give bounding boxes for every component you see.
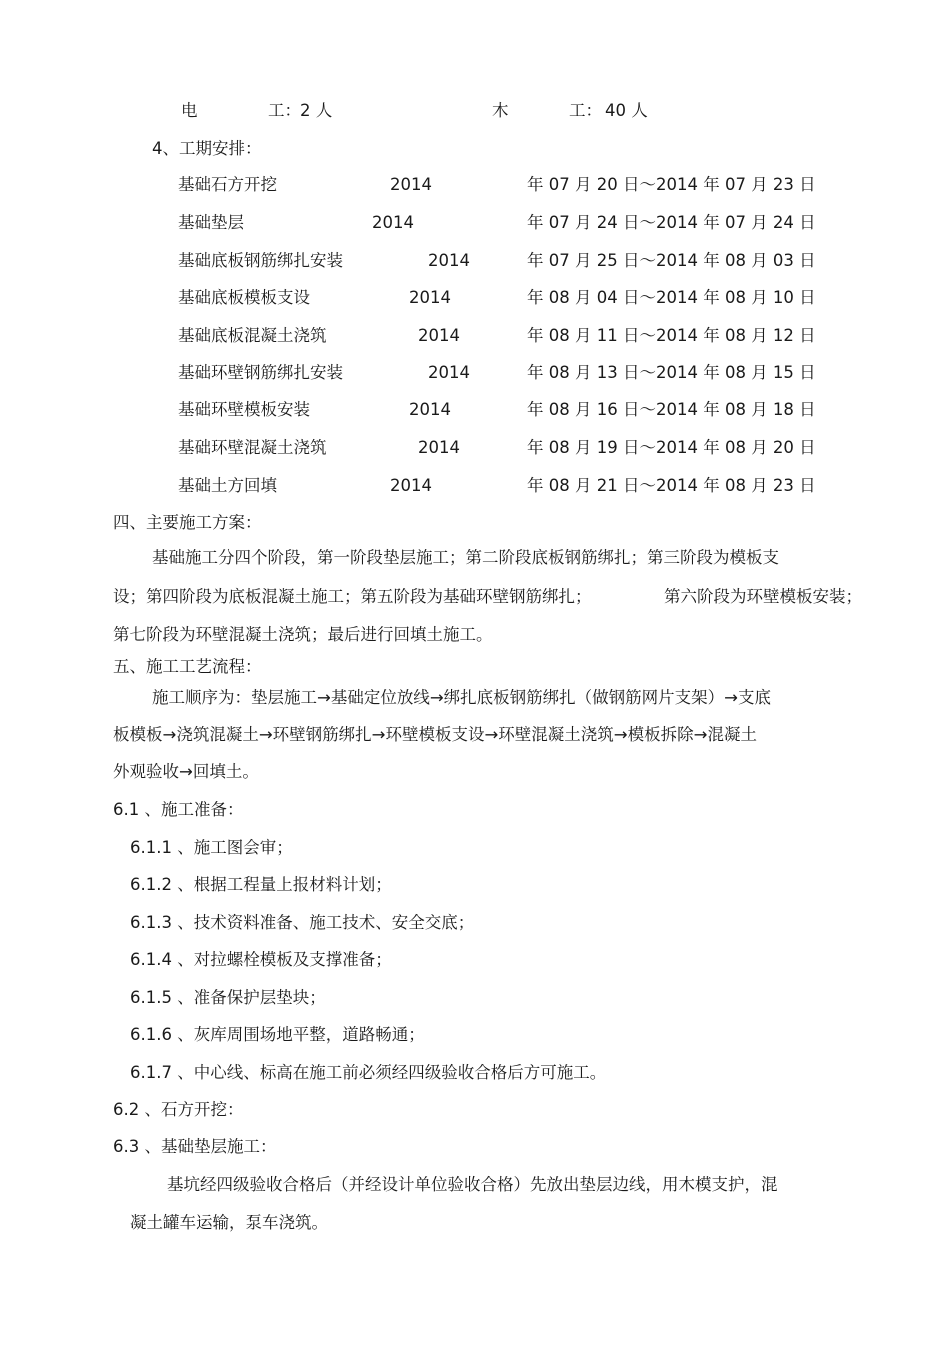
- list-item: 6.1.5 、准备保护层垫块；: [130, 988, 326, 1007]
- schedule-year: 2014: [418, 438, 460, 457]
- schedule-range: 年 07 月 24 日～2014 年 07 月 24 日: [527, 213, 816, 232]
- schedule-range: 年 08 月 13 日～2014 年 08 月 15 日: [527, 363, 816, 382]
- section63-heading: 6.3 、基础垫层施工：: [113, 1137, 277, 1156]
- schedule-task: 基础石方开挖: [178, 175, 277, 194]
- schedule-range: 年 08 月 11 日～2014 年 08 月 12 日: [527, 326, 816, 345]
- section5-heading: 五、施工工艺流程：: [113, 657, 262, 676]
- schedule-year: 2014: [390, 175, 432, 194]
- section4-paragraph-line: 第六阶段为环壁模板安装；: [664, 587, 862, 606]
- carpenter-label-suffix: 工：: [569, 101, 602, 120]
- schedule-task: 基础底板钢筋绑扎安装: [178, 251, 343, 270]
- schedule-task: 基础环壁钢筋绑扎安装: [178, 363, 343, 382]
- section4-paragraph-line: 第七阶段为环壁混凝土浇筑；最后进行回填土施工。: [113, 625, 493, 644]
- section5-paragraph-line: 外观验收→回填土。: [113, 762, 259, 781]
- section61-heading: 6.1 、施工准备：: [113, 800, 244, 819]
- list-item: 6.1.6 、灰库周围场地平整，道路畅通；: [130, 1025, 425, 1044]
- carpenter-count: 40 人: [605, 101, 648, 120]
- list-item: 6.1.7 、中心线、标高在施工前必须经四级验收合格后方可施工。: [130, 1063, 607, 1082]
- schedule-task: 基础底板混凝土浇筑: [178, 326, 327, 345]
- schedule-year: 2014: [428, 363, 470, 382]
- electrician-label-suffix: 工：: [268, 101, 301, 120]
- schedule-range: 年 08 月 21 日～2014 年 08 月 23 日: [527, 476, 816, 495]
- schedule-year: 2014: [372, 213, 414, 232]
- section62-heading: 6.2 、石方开挖：: [113, 1100, 244, 1119]
- schedule-range: 年 07 月 25 日～2014 年 08 月 03 日: [527, 251, 816, 270]
- section63-paragraph-line: 凝土罐车运输，泵车浇筑。: [130, 1213, 328, 1232]
- schedule-task: 基础环壁模板安装: [178, 400, 310, 419]
- section5-paragraph-line: 板模板→浇筑混凝土→环壁钢筋绑扎→环壁模板支设→环壁混凝土浇筑→模板拆除→混凝土: [113, 725, 757, 744]
- schedule-range: 年 08 月 16 日～2014 年 08 月 18 日: [527, 400, 816, 419]
- list-item: 6.1.2 、根据工程量上报材料计划；: [130, 875, 392, 894]
- electrician-label: 电: [181, 101, 198, 120]
- schedule-year: 2014: [428, 251, 470, 270]
- section5-paragraph-line: 施工顺序为：垫层施工→基础定位放线→绑扎底板钢筋绑扎（做钢筋网片支架）→支底: [152, 688, 771, 707]
- list-item: 6.1.3 、技术资料准备、施工技术、安全交底；: [130, 913, 475, 932]
- schedule-year: 2014: [409, 288, 451, 307]
- schedule-range: 年 07 月 20 日～2014 年 07 月 23 日: [527, 175, 816, 194]
- schedule-heading: 4、工期安排：: [152, 139, 262, 158]
- list-item: 6.1.4 、对拉螺栓模板及支撑准备；: [130, 950, 392, 969]
- carpenter-label: 木: [492, 101, 509, 120]
- schedule-year: 2014: [409, 400, 451, 419]
- schedule-range: 年 08 月 19 日～2014 年 08 月 20 日: [527, 438, 816, 457]
- schedule-range: 年 08 月 04 日～2014 年 08 月 10 日: [527, 288, 816, 307]
- section4-paragraph-line: 设；第四阶段为底板混凝土施工；第五阶段为基础环壁钢筋绑扎；: [113, 587, 592, 606]
- schedule-task: 基础土方回填: [178, 476, 277, 495]
- schedule-task: 基础垫层: [178, 213, 244, 232]
- list-item: 6.1.1 、施工图会审；: [130, 838, 293, 857]
- electrician-count: 2 人: [300, 101, 333, 120]
- section4-paragraph-line: 基础施工分四个阶段，第一阶段垫层施工；第二阶段底板钢筋绑扎；第三阶段为模板支: [152, 548, 779, 567]
- schedule-year: 2014: [390, 476, 432, 495]
- schedule-task: 基础环壁混凝土浇筑: [178, 438, 327, 457]
- schedule-task: 基础底板模板支设: [178, 288, 310, 307]
- schedule-year: 2014: [418, 326, 460, 345]
- section63-paragraph-line: 基坑经四级验收合格后（并经设计单位验收合格）先放出垫层边线，用木模支护，混: [167, 1175, 778, 1194]
- section4-heading: 四、主要施工方案：: [113, 513, 262, 532]
